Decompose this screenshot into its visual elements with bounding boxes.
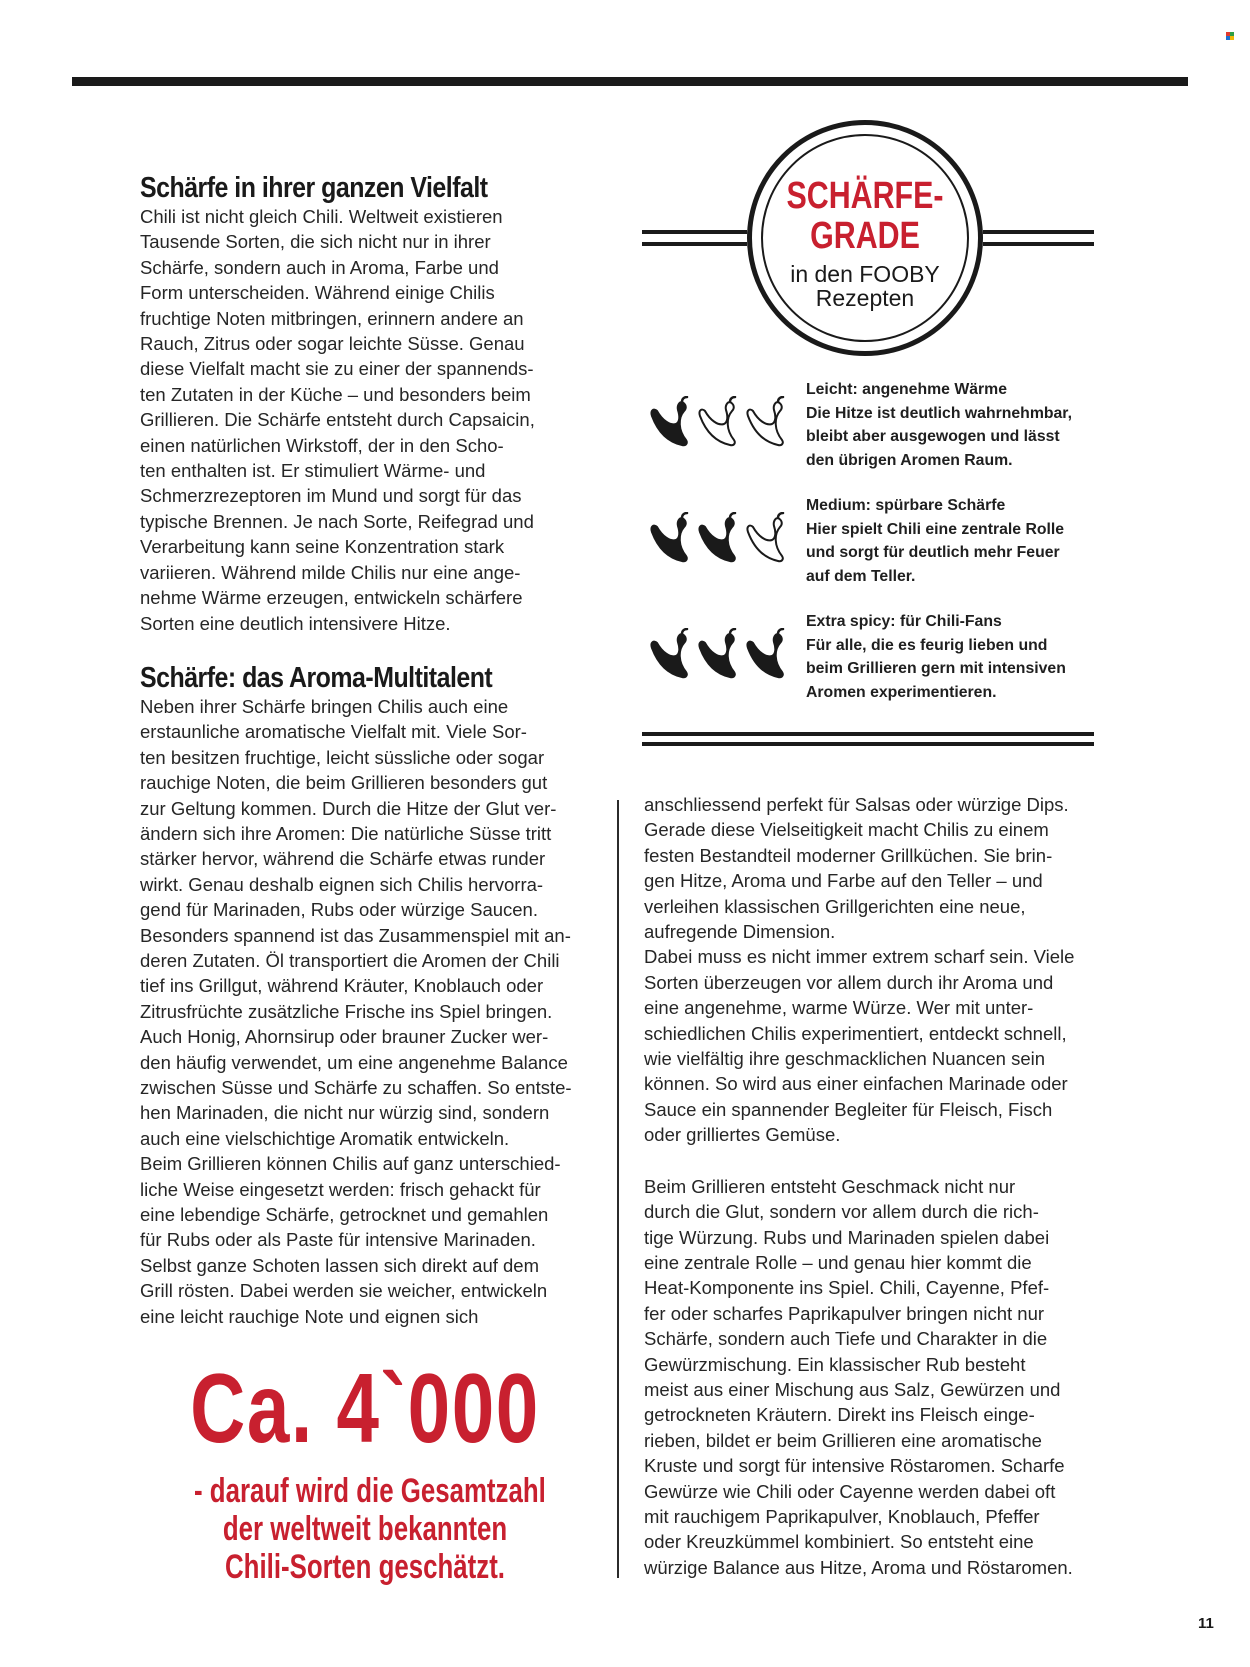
- text-line: Sorten eine deutlich intensivere Hitze.: [140, 612, 451, 634]
- right-body-block-1: [644, 792, 1114, 1148]
- text-line: durch die Glut, sondern vor allem durch die rich-: [644, 1201, 1039, 1223]
- text-line: Verarbeitung kann seine Konzentration stark: [140, 536, 505, 558]
- chili-filled-icon: [690, 628, 742, 684]
- badge-subtitle: [763, 262, 967, 310]
- grade-description-line: Für alle, die es feurig lieben und: [806, 636, 1048, 654]
- text-line: gend für Marinaden, Rubs oder würzige Saucen.: [140, 899, 538, 921]
- grade-title: Extra spicy: für Chili-Fans: [806, 613, 1002, 630]
- grade-description-line: den übrigen Aromen Raum.: [806, 451, 1013, 469]
- badge-rule: [642, 230, 747, 234]
- text-line: Grillieren. Die Schärfe entsteht durch Capsaicin,: [140, 409, 535, 431]
- stat-callout: [140, 1353, 590, 1586]
- text-line: Schärfe, sondern auch Tiefe und Charakter in die: [644, 1328, 1048, 1350]
- badge-rule: [642, 242, 747, 246]
- stat-caption-line: Chili-Sorten geschätzt.: [225, 1548, 505, 1586]
- chili-rating: [642, 396, 792, 452]
- text-line: deren Zutaten. Öl transportiert die Aromen der Chili: [140, 949, 560, 971]
- text-line: Dabei muss es nicht immer extrem scharf sein. Viele: [644, 946, 1075, 968]
- badge-title-line: SCHÄRFE-: [786, 175, 944, 217]
- stat-caption-line: der weltweit bekannten: [222, 1510, 508, 1548]
- text-line: mit rauchigem Paprikapulver, Knoblauch, Pfeffer: [644, 1505, 1040, 1527]
- text-line: erstaunliche aromatische Vielfalt mit. Viele Sor-: [140, 721, 527, 743]
- badge-title: [783, 176, 946, 256]
- text-line: ändern sich ihre Aromen: Die natürliche Süsse tritt: [140, 822, 552, 844]
- badge-rule: [983, 230, 1094, 234]
- text-line: Tausende Sorten, die sich nicht nur in ihrer: [140, 231, 491, 253]
- section-body-vielfalt: [140, 204, 610, 636]
- grade-text: [806, 610, 1106, 704]
- text-line: Neben ihrer Schärfe bringen Chilis auch eine: [140, 695, 509, 717]
- page-number: 11: [1198, 1615, 1214, 1632]
- badge-subtitle-line: Rezepten: [815, 285, 915, 311]
- text-line: für Rubs oder als Paste für intensive Marinaden.: [140, 1229, 536, 1251]
- text-line: eine leicht rauchige Note und eignen sich: [140, 1305, 479, 1327]
- text-line: Grill rösten. Dabei werden sie weicher, entwickeln: [140, 1280, 548, 1302]
- right-column: [644, 792, 1114, 1580]
- grade-description-line: Aromen experimentieren.: [806, 683, 997, 701]
- chili-outline-icon: [690, 396, 742, 452]
- text-line: Gewürzmischung. Ein klassischer Rub besteht: [644, 1353, 1026, 1375]
- grade-description-line: beim Grillieren gern mit intensiven: [806, 660, 1066, 677]
- grade-title: Medium: spürbare Schärfe: [806, 497, 1006, 514]
- text-line: eine lebendige Schärfe, getrocknet und gemahlen: [140, 1204, 549, 1226]
- text-line: stärker hervor, während die Schärfe etwas runder: [140, 848, 546, 870]
- text-line: getrockneten Kräutern. Direkt ins Fleisch einge-: [644, 1404, 1035, 1426]
- text-line: wirkt. Genau deshalb eignen sich Chilis hervorra-: [140, 873, 544, 895]
- text-line: Auch Honig, Ahornsirup oder brauner Zucker wer-: [140, 1026, 549, 1048]
- text-line: Gewürze wie Chili oder Cayenne werden dabei oft: [644, 1480, 1056, 1502]
- text-line: Selbst ganze Schoten lassen sich direkt auf dem: [140, 1254, 540, 1276]
- stat-caption-line: - darauf wird die Gesamtzahl: [194, 1472, 546, 1510]
- text-line: tige Würzung. Rubs und Marinaden spielen dabei: [644, 1226, 1050, 1248]
- text-line: ten besitzen fruchtige, leicht süssliche oder sogar: [140, 746, 545, 768]
- box-bottom-rule: [642, 742, 1094, 746]
- text-line: Beim Grillieren entsteht Geschmack nicht nur: [644, 1175, 1016, 1197]
- brand-logo-icon: [1226, 32, 1234, 40]
- text-line: anschliessend perfekt für Salsas oder würzige Dips.: [644, 794, 1069, 815]
- text-line: fer oder scharfes Paprikapulver bringen nicht nur: [644, 1302, 1045, 1324]
- badge-rule: [983, 242, 1094, 246]
- text-line: rieben, bildet er beim Grillieren eine aromatische: [644, 1429, 1042, 1451]
- chili-filled-icon: [738, 628, 790, 684]
- chili-filled-icon: [642, 396, 694, 452]
- text-line: ten Zutaten in der Küche – und besonders beim: [140, 383, 531, 405]
- grade-description-line: auf dem Teller.: [806, 567, 916, 585]
- chili-rating: [642, 512, 792, 568]
- text-line: auch eine vielschichtige Aromatik entwickeln.: [140, 1127, 510, 1149]
- text-line: den häufig verwendet, um eine angenehme Balance: [140, 1051, 568, 1073]
- text-line: rauchige Noten, die beim Grillieren besonders gut: [140, 772, 548, 794]
- grade-title: Leicht: angenehme Wärme: [806, 381, 1008, 398]
- chili-outline-icon: [738, 512, 790, 568]
- text-line: gen Hitze, Aroma und Farbe auf den Teller – und: [644, 870, 1043, 892]
- text-line: wie vielfältig ihre geschmacklichen Nuancen sein: [644, 1048, 1046, 1070]
- grade-description-line: Hier spielt Chili eine zentrale Rolle: [806, 520, 1065, 538]
- text-line: würzige Balance aus Hitze, Aroma und Röstaromen.: [644, 1556, 1073, 1578]
- text-line: Heat-Komponente ins Spiel. Chili, Cayenne, Pfef-: [644, 1277, 1050, 1299]
- heat-grades-box: [642, 120, 1094, 750]
- text-line: können. So wird aus einer einfachen Marinade oder: [644, 1073, 1068, 1095]
- top-rule: [72, 77, 1188, 86]
- grade-text: [806, 494, 1106, 588]
- text-line: Schmerzrezeptoren im Mund und sorgt für das: [140, 485, 522, 507]
- text-line: schiedlichen Chilis experimentiert, entdeckt schnell,: [644, 1022, 1067, 1044]
- text-line: Schärfe, sondern auch in Aroma, Farbe und: [140, 256, 499, 278]
- text-line: hen Marinaden, die nicht nur würzig sind, sondern: [140, 1102, 550, 1124]
- grade-description-line: Die Hitze ist deutlich wahrnehmbar,: [806, 404, 1072, 422]
- section-heading-vielfalt: Schärfe in ihrer ganzen Vielfalt: [140, 172, 488, 204]
- text-line: ten enthalten ist. Er stimuliert Wärme- und: [140, 460, 486, 482]
- chili-filled-icon: [642, 628, 694, 684]
- text-line: oder grilliertes Gemüse.: [644, 1124, 841, 1146]
- text-line: Beim Grillieren können Chilis auf ganz unterschied-: [140, 1153, 561, 1175]
- text-line: Gerade diese Vielseitigkeit macht Chilis zu einem: [644, 819, 1049, 841]
- chili-outline-icon: [738, 396, 790, 452]
- badge-subtitle-line: in den FOOBY: [790, 261, 940, 287]
- grade-description-line: bleibt aber ausgewogen und lässt: [806, 428, 1060, 445]
- chili-filled-icon: [642, 512, 694, 568]
- text-line: eine zentrale Rolle – und genau hier kommt die: [644, 1251, 1032, 1273]
- text-line: zur Geltung kommen. Durch die Hitze der Glut ver-: [140, 797, 557, 819]
- text-line: typische Brennen. Je nach Sorte, Reifegrad und: [140, 510, 534, 532]
- text-line: verleihen klassischen Grillgerichten eine neue,: [644, 895, 1026, 917]
- section-heading-aroma: Schärfe: das Aroma-Multitalent: [140, 661, 493, 694]
- text-line: meist aus einer Mischung aus Salz, Gewürzen und: [644, 1378, 1061, 1400]
- text-line: Besonders spannend ist das Zusammenspiel mit an-: [140, 924, 571, 946]
- left-column: [140, 172, 610, 1329]
- text-line: nehme Wärme erzeugen, entwickeln schärfere: [140, 587, 523, 609]
- text-line: oder Kreuzkümmel kombiniert. So entsteht eine: [644, 1531, 1034, 1553]
- column-divider: [617, 800, 619, 1578]
- text-line: Kruste und sorgt für intensive Röstaromen. Scharfe: [644, 1455, 1065, 1477]
- text-line: eine angenehme, warme Würze. Wer mit unter-: [644, 997, 1034, 1019]
- chili-rating: [642, 628, 792, 684]
- text-line: Zitrusfrüchte zusätzliche Frische ins Spiel bringen.: [140, 1000, 553, 1022]
- text-line: Form unterscheiden. Während einige Chilis: [140, 282, 495, 304]
- text-line: einen natürlichen Wirkstoff, der in den Scho-: [140, 434, 504, 456]
- chili-filled-icon: [690, 512, 742, 568]
- text-line: liche Weise eingesetzt werden: frisch gehackt für: [140, 1178, 541, 1200]
- badge-title-line: GRADE: [810, 215, 920, 257]
- text-line: fruchtige Noten mitbringen, erinnern andere an: [140, 307, 524, 329]
- section-body-aroma: [140, 694, 610, 1329]
- text-line: Sauce ein spannender Begleiter für Fleisch, Fisch: [644, 1098, 1053, 1120]
- text-line: zwischen Süsse und Schärfe zu schaffen. So entste-: [140, 1077, 572, 1098]
- text-line: festen Bestandteil moderner Grillküchen. Sie brin-: [644, 844, 1053, 866]
- text-line: Rauch, Zitrus oder sogar leichte Süsse. Genau: [140, 333, 525, 355]
- text-line: diese Vielfalt macht sie zu einer der spannends-: [140, 358, 534, 380]
- stat-number: Ca. 4`000: [190, 1353, 540, 1463]
- text-line: Sorten überzeugen vor allem durch ihr Aroma und: [644, 971, 1054, 993]
- text-line: aufregende Dimension.: [644, 921, 836, 943]
- text-line: tief ins Grillgut, während Kräuter, Knoblauch oder: [140, 975, 544, 997]
- box-bottom-rule: [642, 732, 1094, 736]
- text-line: variieren. Während milde Chilis nur eine ange-: [140, 561, 521, 583]
- grade-text: [806, 378, 1106, 472]
- stat-caption: [140, 1472, 590, 1586]
- heat-grades-badge: [747, 120, 983, 356]
- grade-description-line: und sorgt für deutlich mehr Feuer: [806, 544, 1060, 561]
- text-line: Chili ist nicht gleich Chili. Weltweit existieren: [140, 206, 503, 227]
- right-body-block-2: [644, 1174, 1114, 1581]
